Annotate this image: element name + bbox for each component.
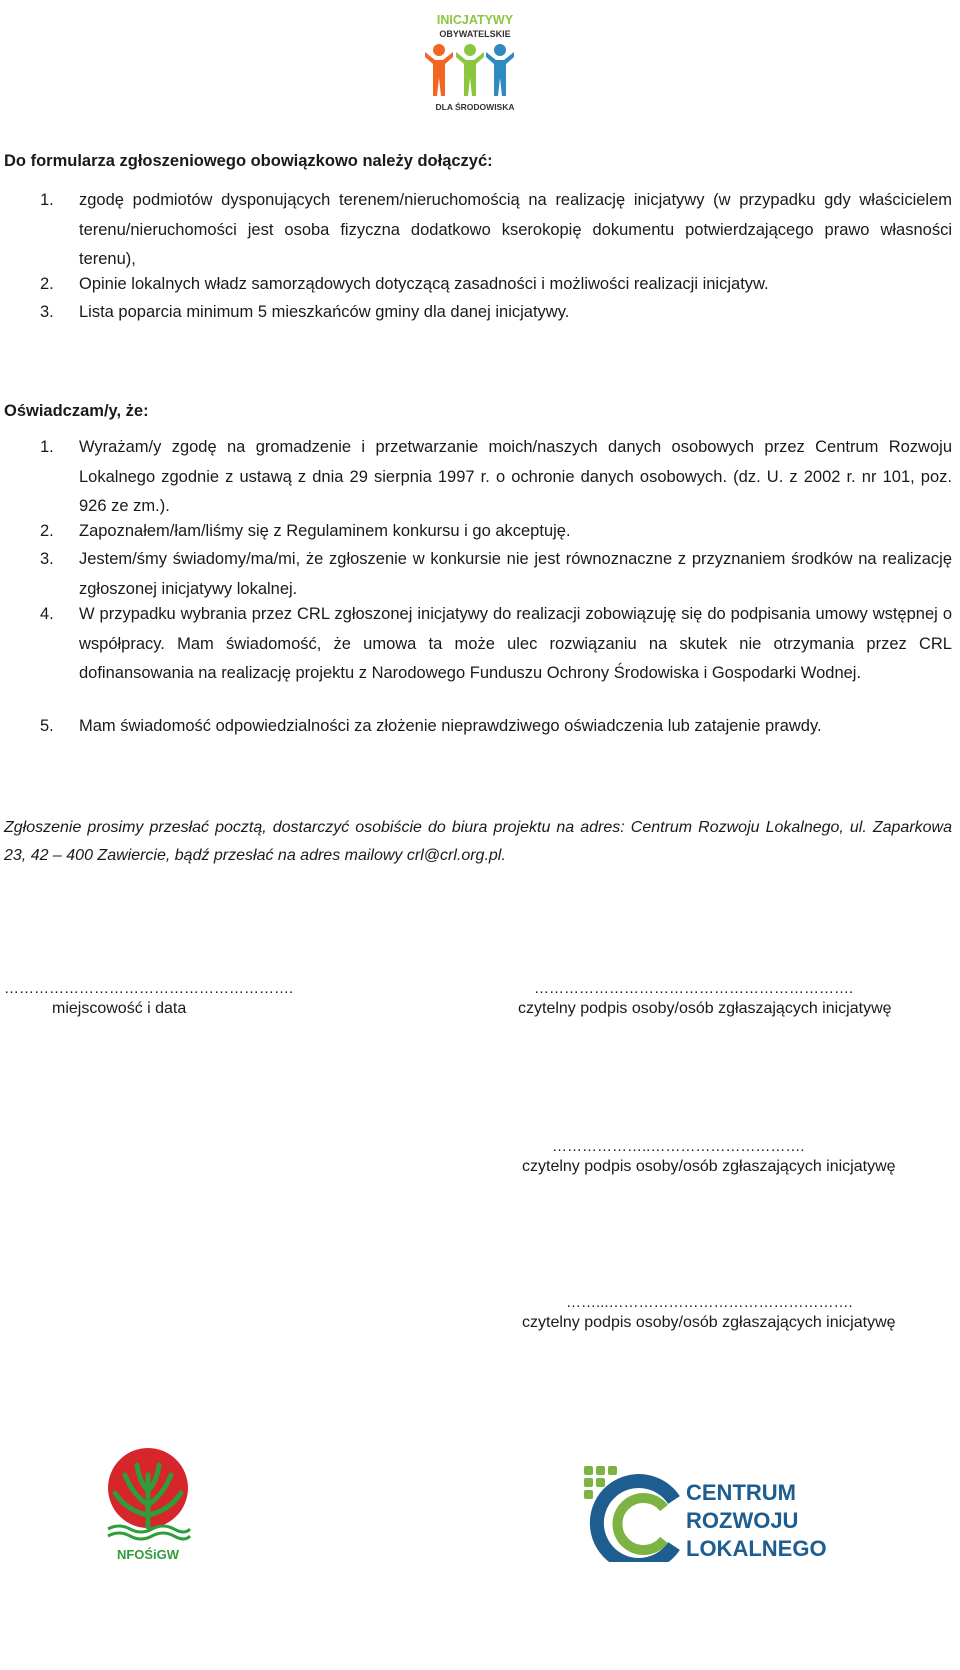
declaration-item-2: [4, 517, 952, 547]
list-text: Mam świadomość odpowiedzialności za złożenie nieprawdziwego oświadczenia lub zatajenie prawdy.: [79, 717, 822, 735]
list-number: 3.: [40, 303, 54, 321]
attachment-item-2: [4, 270, 952, 300]
list-number: 1.: [40, 438, 54, 456]
submission-note: Zgłoszenie prosimy przesłać pocztą, dostarczyć osobiście do biura projektu na adres: Centrum Rozwoju Lokalnego, ul. Zaparkowa 23, 42 – 400 Zawiercie, bądź przesłać na adres mailowy crl@crl.org.pl.: [4, 819, 952, 864]
signature-label-2: czytelny podpis osoby/osób zgłaszających inicjatywę: [522, 1158, 896, 1175]
list-number: 2.: [40, 522, 54, 540]
place-date-label: miejscowość i data: [52, 1000, 187, 1017]
svg-text:INICJATYWY: INICJATYWY: [436, 13, 514, 27]
list-text: Lista poparcia minimum 5 mieszkańców gminy dla danej inicjatywy.: [79, 303, 570, 321]
list-text: Opinie lokalnych władz samorządowych dotyczącą zasadności i możliwości realizacji inicjatyw.: [79, 275, 769, 293]
declarations-heading: Oświadczam/y, że:: [4, 402, 149, 420]
crl-logo: [582, 1462, 842, 1562]
svg-text:OBYWATELSKIE: OBYWATELSKIE: [439, 29, 511, 39]
attachment-item-3: [4, 298, 952, 328]
list-number: 5.: [40, 717, 54, 735]
list-number: 1.: [40, 191, 54, 209]
signature-line-1: ……………………………………………………….: [534, 980, 854, 997]
list-text: Jestem/śmy świadomy/ma/mi, że zgłoszenie w konkursie nie jest równoznaczne z przyznaniem środków na realizację zgłoszonej inicjatywy lokalnej.: [79, 550, 952, 598]
attachments-heading: Do formularza zgłoszeniowego obowiązkowo należy dołączyć:: [4, 152, 493, 170]
attachment-item-1: [4, 186, 952, 275]
svg-text:CENTRUM: CENTRUM: [686, 1480, 796, 1505]
place-date-line: ………………………………………………….: [4, 980, 294, 997]
list-text: Wyrażam/y zgodę na gromadzenie i przetwarzanie moich/naszych danych osobowych przez Centrum Rozwoju Lokalnego zgodnie z ustawą z dnia 29 sierpnia 1997 r. o ochronie danych osobowych. (dz. U. z 2002 r. nr 101, poz. 926 ze zm.).: [79, 438, 952, 515]
declaration-item-3: [4, 545, 952, 604]
signature-line-2: ………………..………………………….: [552, 1138, 805, 1155]
list-text: Zapoznałem/łam/liśmy się z Regulaminem konkursu i go akceptuję.: [79, 522, 571, 540]
inicjatywy-obywatelskie-logo: [415, 8, 535, 118]
list-number: 3.: [40, 550, 54, 568]
list-number: 2.: [40, 275, 54, 293]
svg-text:DLA ŚRODOWISKA: DLA ŚRODOWISKA: [435, 102, 515, 112]
declaration-item-4: [4, 600, 952, 689]
svg-text:LOKALNEGO: LOKALNEGO: [686, 1536, 827, 1561]
svg-text:ROZWOJU: ROZWOJU: [686, 1508, 799, 1533]
list-number: 4.: [40, 605, 54, 623]
declaration-item-5: [4, 712, 952, 742]
svg-text:NFOŚiGW: NFOŚiGW: [116, 1547, 180, 1562]
signature-label-1: czytelny podpis osoby/osób zgłaszających inicjatywę: [518, 1000, 892, 1017]
list-text: W przypadku wybrania przez CRL zgłoszonej inicjatywy do realizacji zobowiązuję się do podpisania umowy wstępnej o współpracy. Mam świadomość, że umowa ta może ulec rozwiązaniu na skutek nie otrzymania przez CRL dofinansowania na realizację projektu z Narodowego Funduszu Ochrony Środowiska i Gospodarki Wodnej.: [79, 605, 952, 682]
signature-label-3: czytelny podpis osoby/osób zgłaszających inicjatywę: [522, 1314, 896, 1331]
signature-line-3: ……...………………………………………….: [566, 1294, 853, 1311]
nfosigw-logo: [105, 1445, 191, 1565]
list-text: zgodę podmiotów dysponujących terenem/nieruchomością na realizację inicjatywy (w przypadku gdy właścicielem terenu/nieruchomości jest osoba fizyczna dodatkowo kserokopię dokumentu potwierdzającego prawo własności terenu),: [79, 191, 952, 268]
declaration-item-1: [4, 433, 952, 522]
